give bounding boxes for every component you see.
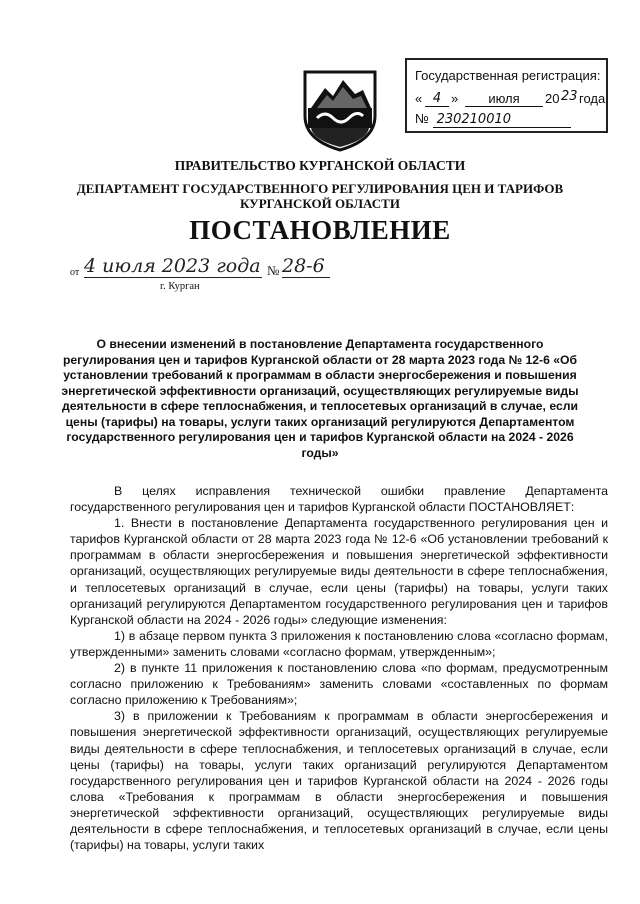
registration-number bbox=[415, 111, 571, 128]
coat-of-arms-emblem bbox=[297, 68, 383, 152]
department-name-line1: ДЕПАРТАМЕНТ ГОСУДАРСТВЕННОГО РЕГУЛИРОВАНИЯ ЦЕН И ТАРИФОВ bbox=[76, 181, 564, 196]
government-name: ПРАВИТЕЛЬСТВО КУРГАНСКОЙ ОБЛАСТИ bbox=[174, 158, 466, 173]
item-1-2-paragraph: 2) в пункте 11 приложения к постановлению слова «по формам, предусмотренным согласно приложению к Требованиям» заменить словами «составленных по формам согласно приложению к Требованиям»; bbox=[70, 661, 608, 708]
registration-year-prefix: 20 bbox=[545, 91, 560, 106]
close-quote: » bbox=[451, 91, 459, 106]
document-subject: О внесении изменений в постановление Департамента государственного регулирования цен и тарифов Курганской области от 28 марта 2023 года № 12-6 «Об установлении требований к программам в области энергосбережения и повышения энергетической эффективности организаций, осуществляющих регулируемые виды деятельности в сфере теплоснабжения, и теплосетевых организаций в случае, если цены (тарифы) на товары, услуги таких организаций регулируются Департаментом государственного регулирования цен и тарифов Курганской области на 2024 - 2026 годы» bbox=[61, 337, 579, 460]
document-number-label: № bbox=[267, 263, 280, 278]
document-number: 28-6 bbox=[282, 255, 325, 277]
item-1-3-paragraph: 3) в приложении к Требованиям к программам в области энергосбережения и повышения энергетической эффективности организаций, осуществляющих регулируемые виды деятельности в сфере теплоснабжения, и теплосетевых организаций в случае, если цены (тарифы) на товары, услуги таких организаций регулируются Департаментом государственного регулирования цен и тарифов Курганской области на 2024 - 2026 годы слова «Требования к программам в области энергосбережения и повышения энергетической эффективности организаций, осуществляющих регулируемые виды деятельности в сфере теплоснабжения, и теплосетевых организаций в случае, если цены (тарифы) на товары, услуги таких bbox=[70, 709, 608, 853]
city-name: г. Курган bbox=[160, 281, 200, 292]
document-type-title: ПОСТАНОВЛЕНИЕ bbox=[189, 215, 451, 245]
date-underline bbox=[84, 277, 262, 278]
open-quote: « bbox=[415, 91, 423, 106]
department-name-line2: КУРГАНСКОЙ ОБЛАСТИ bbox=[240, 196, 400, 211]
document-body bbox=[70, 483, 608, 853]
document-date: 4 июля 2023 года bbox=[84, 255, 261, 277]
number-sign: № bbox=[415, 111, 429, 126]
number-underline bbox=[282, 277, 330, 278]
preamble-paragraph: В целях исправления технической ошибки правление Департамента государственного регулирования цен и тарифов Курганской области ПОСТАНОВЛЯЕТ: bbox=[70, 484, 608, 515]
dateline bbox=[70, 255, 330, 295]
registration-number-value: 230210010 bbox=[433, 112, 571, 128]
item-1-paragraph: 1. Внести в постановление Департамента государственного регулирования цен и тарифов Курганской области от 28 марта 2023 года № 12-6 «Об установлении требований к программам в области энергосбережения и повышения энергетической эффективности организаций, осуществляющих регулируемые виды деятельности в сфере теплоснабжения, и теплосетевых организаций в случае, если цены (тарифы) на товары, услуги таких организаций регулируются Департаментом государственного регулирования цен и тарифов Курганской области на 2024 - 2026 годы» следующие изменения: bbox=[70, 516, 608, 627]
registration-title: Государственная регистрация: bbox=[415, 68, 601, 83]
registration-month: июля bbox=[465, 91, 543, 107]
registration-day: 4 bbox=[425, 91, 449, 107]
item-1-1-paragraph: 1) в абзаце первом пункта 3 приложения к постановлению слова «согласно формам, утвержденными» заменить словами «согласно формам, утвержденным»; bbox=[70, 628, 608, 659]
state-registration-box bbox=[405, 58, 608, 133]
registration-year-suffix: 23 bbox=[561, 89, 578, 104]
registration-year-word: года bbox=[579, 91, 606, 106]
date-from-label: от bbox=[70, 267, 80, 278]
